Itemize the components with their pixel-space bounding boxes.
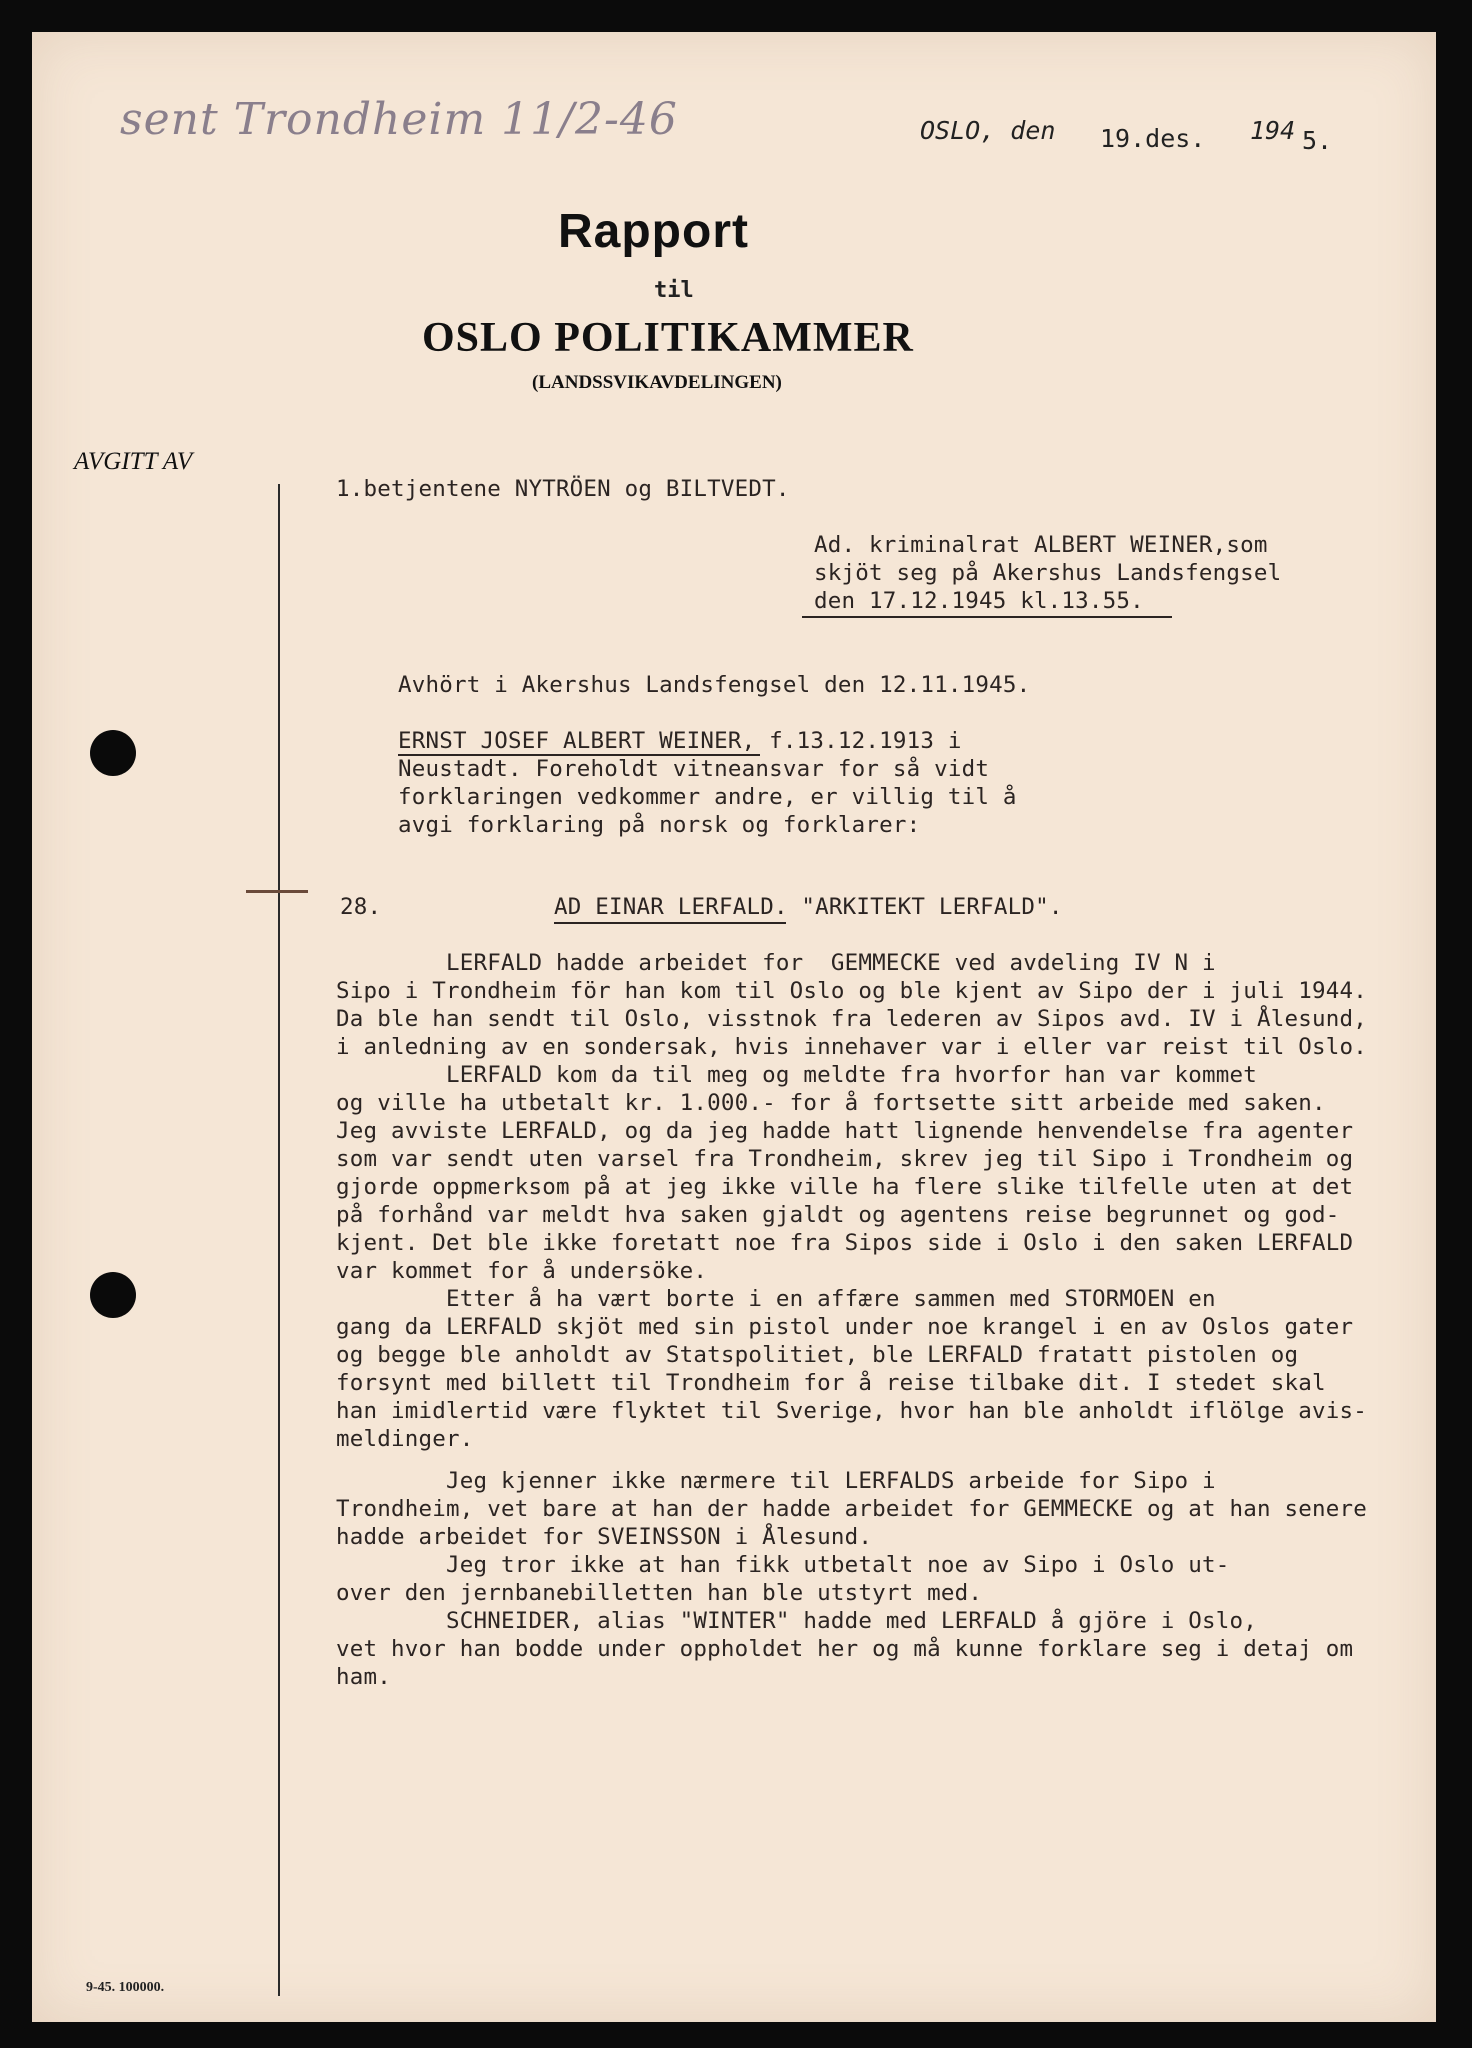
form-footer: 9-45. 100000. (86, 1980, 165, 1995)
intro-line: ERNST JOSEF ALBERT WEINER, f.13.12.1913 i (398, 728, 962, 754)
body-line: og ville ha utbetalt kr. 1.000.- for å fortsette sitt arbeide med saken. (336, 1090, 1326, 1116)
intro-line: forklaringen vedkommer andre, er villig til å (398, 784, 1017, 810)
intro-line: Neustadt. Foreholdt vitneansvar for så vidt (398, 756, 990, 782)
body-line: SCHNEIDER, alias "WINTER" hadde med LERFALD å gjöre i Oslo, (336, 1608, 1257, 1634)
body-line: LERFALD kom da til meg og meldte fra hvorfor han var kommet (336, 1062, 1257, 1088)
avgitt-label: AVGITT AV (74, 448, 193, 475)
body-line: Etter å ha vært borte i en affære sammen med STORMOEN en (336, 1286, 1216, 1312)
punch-hole (90, 730, 136, 776)
body-line: på forhånd var meldt hva saken gjaldt og agentens reise begrunnet og god- (336, 1202, 1340, 1228)
body-line: kjent. Det ble ikke foretatt noe fra Sipos side i Oslo i den saken LERFALD (336, 1230, 1354, 1256)
body-line: gjorde oppmerksom på at jeg ikke ville ha flere slike tilfelle uten at det (336, 1174, 1354, 1200)
body-line: vet hvor han bodde under oppholdet her og må kunne forklare seg i detaj om (336, 1636, 1354, 1662)
subdepartment-name: (LANDSSVIKAVDELINGEN) (532, 372, 782, 393)
subject-line: Ad. kriminalrat ALBERT WEINER,som (814, 532, 1268, 558)
body-line: hadde arbeidet for SVEINSSON i Ålesund. (336, 1524, 873, 1550)
document-page (32, 32, 1436, 2022)
body-line: Jeg tror ikke at han fikk utbetalt noe av Sipo i Oslo ut- (336, 1552, 1230, 1578)
section-number: 28. (340, 894, 382, 920)
body-line: ham. (336, 1664, 391, 1690)
dateline-date: 19.des. (1100, 124, 1206, 153)
body-line: over den jernbanebilletten han ble utstyrt med. (336, 1580, 983, 1606)
handwritten-note: sent Trondheim 11/2-46 (120, 94, 678, 145)
intro-line: avgi forklaring på norsk og forklarer: (398, 812, 921, 838)
report-title: Rapport (558, 205, 749, 258)
report-til: til (654, 278, 694, 303)
body-line: gang da LERFALD skjöt med sin pistol under noe krangel i en av Oslos gater (336, 1314, 1354, 1340)
body-line: og begge ble anholdt av Statspolitiet, ble LERFALD fratatt pistolen og (336, 1342, 1299, 1368)
body-line: var kommet for å undersöke. (336, 1258, 708, 1284)
subject-line: skjöt seg på Akershus Landsfengsel (814, 560, 1282, 586)
department-name: OSLO POLITIKAMMER (422, 315, 914, 361)
body-line: Trondheim, vet bare at han der hadde arbeidet for GEMMECKE og at han senere (336, 1496, 1367, 1522)
body-line: forsynt med billett til Trondheim for å reise tilbake dit. I stedet skal (336, 1370, 1326, 1396)
heard-line: Avhört i Akershus Landsfengsel den 12.11.1945. (398, 672, 1031, 698)
body-line: Jeg kjenner ikke nærmere til LERFALDS arbeide for Sipo i (336, 1468, 1216, 1494)
punch-hole (90, 1272, 136, 1318)
subject-line: den 17.12.1945 kl.13.55. (814, 588, 1144, 614)
dateline-year-handwritten: 5. (1302, 126, 1333, 155)
body-line: i anledning av en sondersak, hvis innehaver var i eller var reist til Oslo. (336, 1034, 1367, 1060)
body-line: Jeg avviste LERFALD, og da jeg hadde hatt lignende henvendelse fra agenter (336, 1118, 1354, 1144)
avgitt-by: 1.betjentene NYTRÖEN og BILTVEDT. (336, 476, 790, 502)
dateline-place: OSLO, den (920, 116, 1056, 145)
body-line: Da ble han sendt til Oslo, visstnok fra lederen av Sipos avd. IV i Ålesund, (336, 1006, 1367, 1032)
body-line: Sipo i Trondheim för han kom til Oslo og ble kjent av Sipo der i juli 1944. (336, 978, 1367, 1004)
margin-rule (278, 484, 280, 1996)
body-line: han imidlertid være flyktet til Sverige, hvor han ble anholdt iflölge avis- (336, 1398, 1367, 1424)
body-line: meldinger. (336, 1426, 474, 1452)
margin-mark (246, 890, 308, 893)
subject-underline (802, 616, 1172, 618)
body-line: LERFALD hadde arbeidet for GEMMECKE ved avdeling IV N i (336, 950, 1216, 976)
section-heading: AD EINAR LERFALD. "ARKITEKT LERFALD". (554, 894, 1063, 920)
body-line: som var sendt uten varsel fra Trondheim, skrev jeg til Sipo i Trondheim og (336, 1146, 1354, 1172)
section-underline (554, 922, 786, 924)
dateline-year: 194 (1250, 116, 1296, 145)
